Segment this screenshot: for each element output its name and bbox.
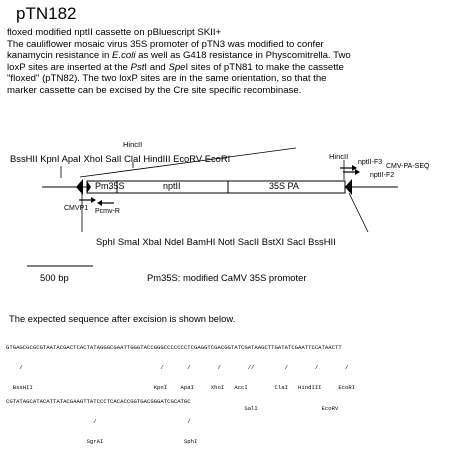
primer-label-pcmv-r: Pcmv-R	[95, 208, 120, 215]
legend-text: Pm35S: modified CaMV 35S promoter	[147, 272, 307, 283]
feature-label-nptii: nptII	[163, 181, 181, 191]
description-line-5: "floxed" (pTN82). The two loxP sites are in the same orientation, so that the	[7, 73, 327, 85]
loxp-right-icon	[345, 179, 352, 195]
site-annotation-line-1a: BssHII KpnI ApaI XhoI AccI ClaI HindIII EcoRI	[6, 384, 356, 392]
primer-pcmv-r-head-icon	[97, 200, 102, 206]
bottom-restriction-sites: SphI SmaI XbaI NdeI BamHI NotI SacII BstXI SacI BssHII	[96, 236, 336, 247]
primer-label-cmvp1: CMVP1	[64, 205, 89, 212]
description-text: kanamycin resistance in	[7, 50, 113, 62]
description-line-2: The cauliflower mosaic virus 35S promoter of pTN3 was modified to confer	[7, 38, 324, 50]
hincii-top-label: HincII	[123, 140, 143, 149]
loxp-left-icon	[76, 179, 83, 195]
sequence-line-2: CGTATAGCATACATTATACGAAGTTATCCCTCACACCGGTGACGGGATCGCATGC	[6, 397, 191, 405]
feature-label-pm35s: Pm35S	[95, 181, 125, 191]
primer-label-nptii-f2: nptII-F2	[370, 172, 395, 179]
site-marker-line-1: / / / / // / / /	[6, 363, 349, 371]
spe-italic: Spe	[168, 61, 186, 73]
primer-cmvp1-head-icon	[91, 197, 96, 203]
primer-cmv-pa-seq-head-icon	[355, 169, 360, 175]
description-text: I and	[144, 61, 169, 73]
top-restriction-sites: BssHII KpnI ApaI XhoI SalI ClaI HindIII EcoRV EcoRI	[10, 153, 231, 164]
description-text: as well as G418 resistance in Physcomitrella. Two	[135, 50, 351, 62]
description-text: I sites of pTN81 to make the cassette	[185, 61, 344, 73]
ecoli-italic: E.coli	[112, 50, 136, 62]
sequence-caption: The expected sequence after excision is shown below.	[9, 313, 236, 324]
sequence-block-2	[6, 385, 197, 453]
site-annotation-line-2: SgrAI SphI	[6, 438, 198, 446]
feature-label-35spa: 35S PA	[269, 181, 299, 191]
pst-italic: Pst	[130, 61, 145, 73]
primer-label-cmv-pa-seq: CMV-PA-SEQ	[386, 163, 430, 170]
hincii-right-label: HincII	[329, 152, 349, 161]
sequence-line-1: GTGAGCGCGCGTAATACGACTCACTATAGGGCGAATTGGGTACCGGGCCCCCCCTCGAGGTCGACGGTATCGATAAGCTTGATATCGAATTCCATAACTT	[6, 343, 342, 351]
scale-label: 500 bp	[40, 272, 69, 283]
page-title: pTN182	[16, 4, 77, 23]
site-annotation-line-1b: SalI EcoRV	[6, 404, 339, 412]
primer-label-nptii-f3: nptII-F3	[358, 159, 383, 166]
site-marker-line-2: / /	[6, 417, 191, 425]
description-line-1: floxed modified nptII cassette on pBluescript SKII+	[7, 27, 222, 38]
description-line-6: marker cassette can be excised by the Cre site specific recombinase.	[7, 84, 302, 96]
description-text: loxP sites are inserted at the	[7, 61, 131, 73]
expansion-line-bottom-right	[349, 193, 368, 232]
